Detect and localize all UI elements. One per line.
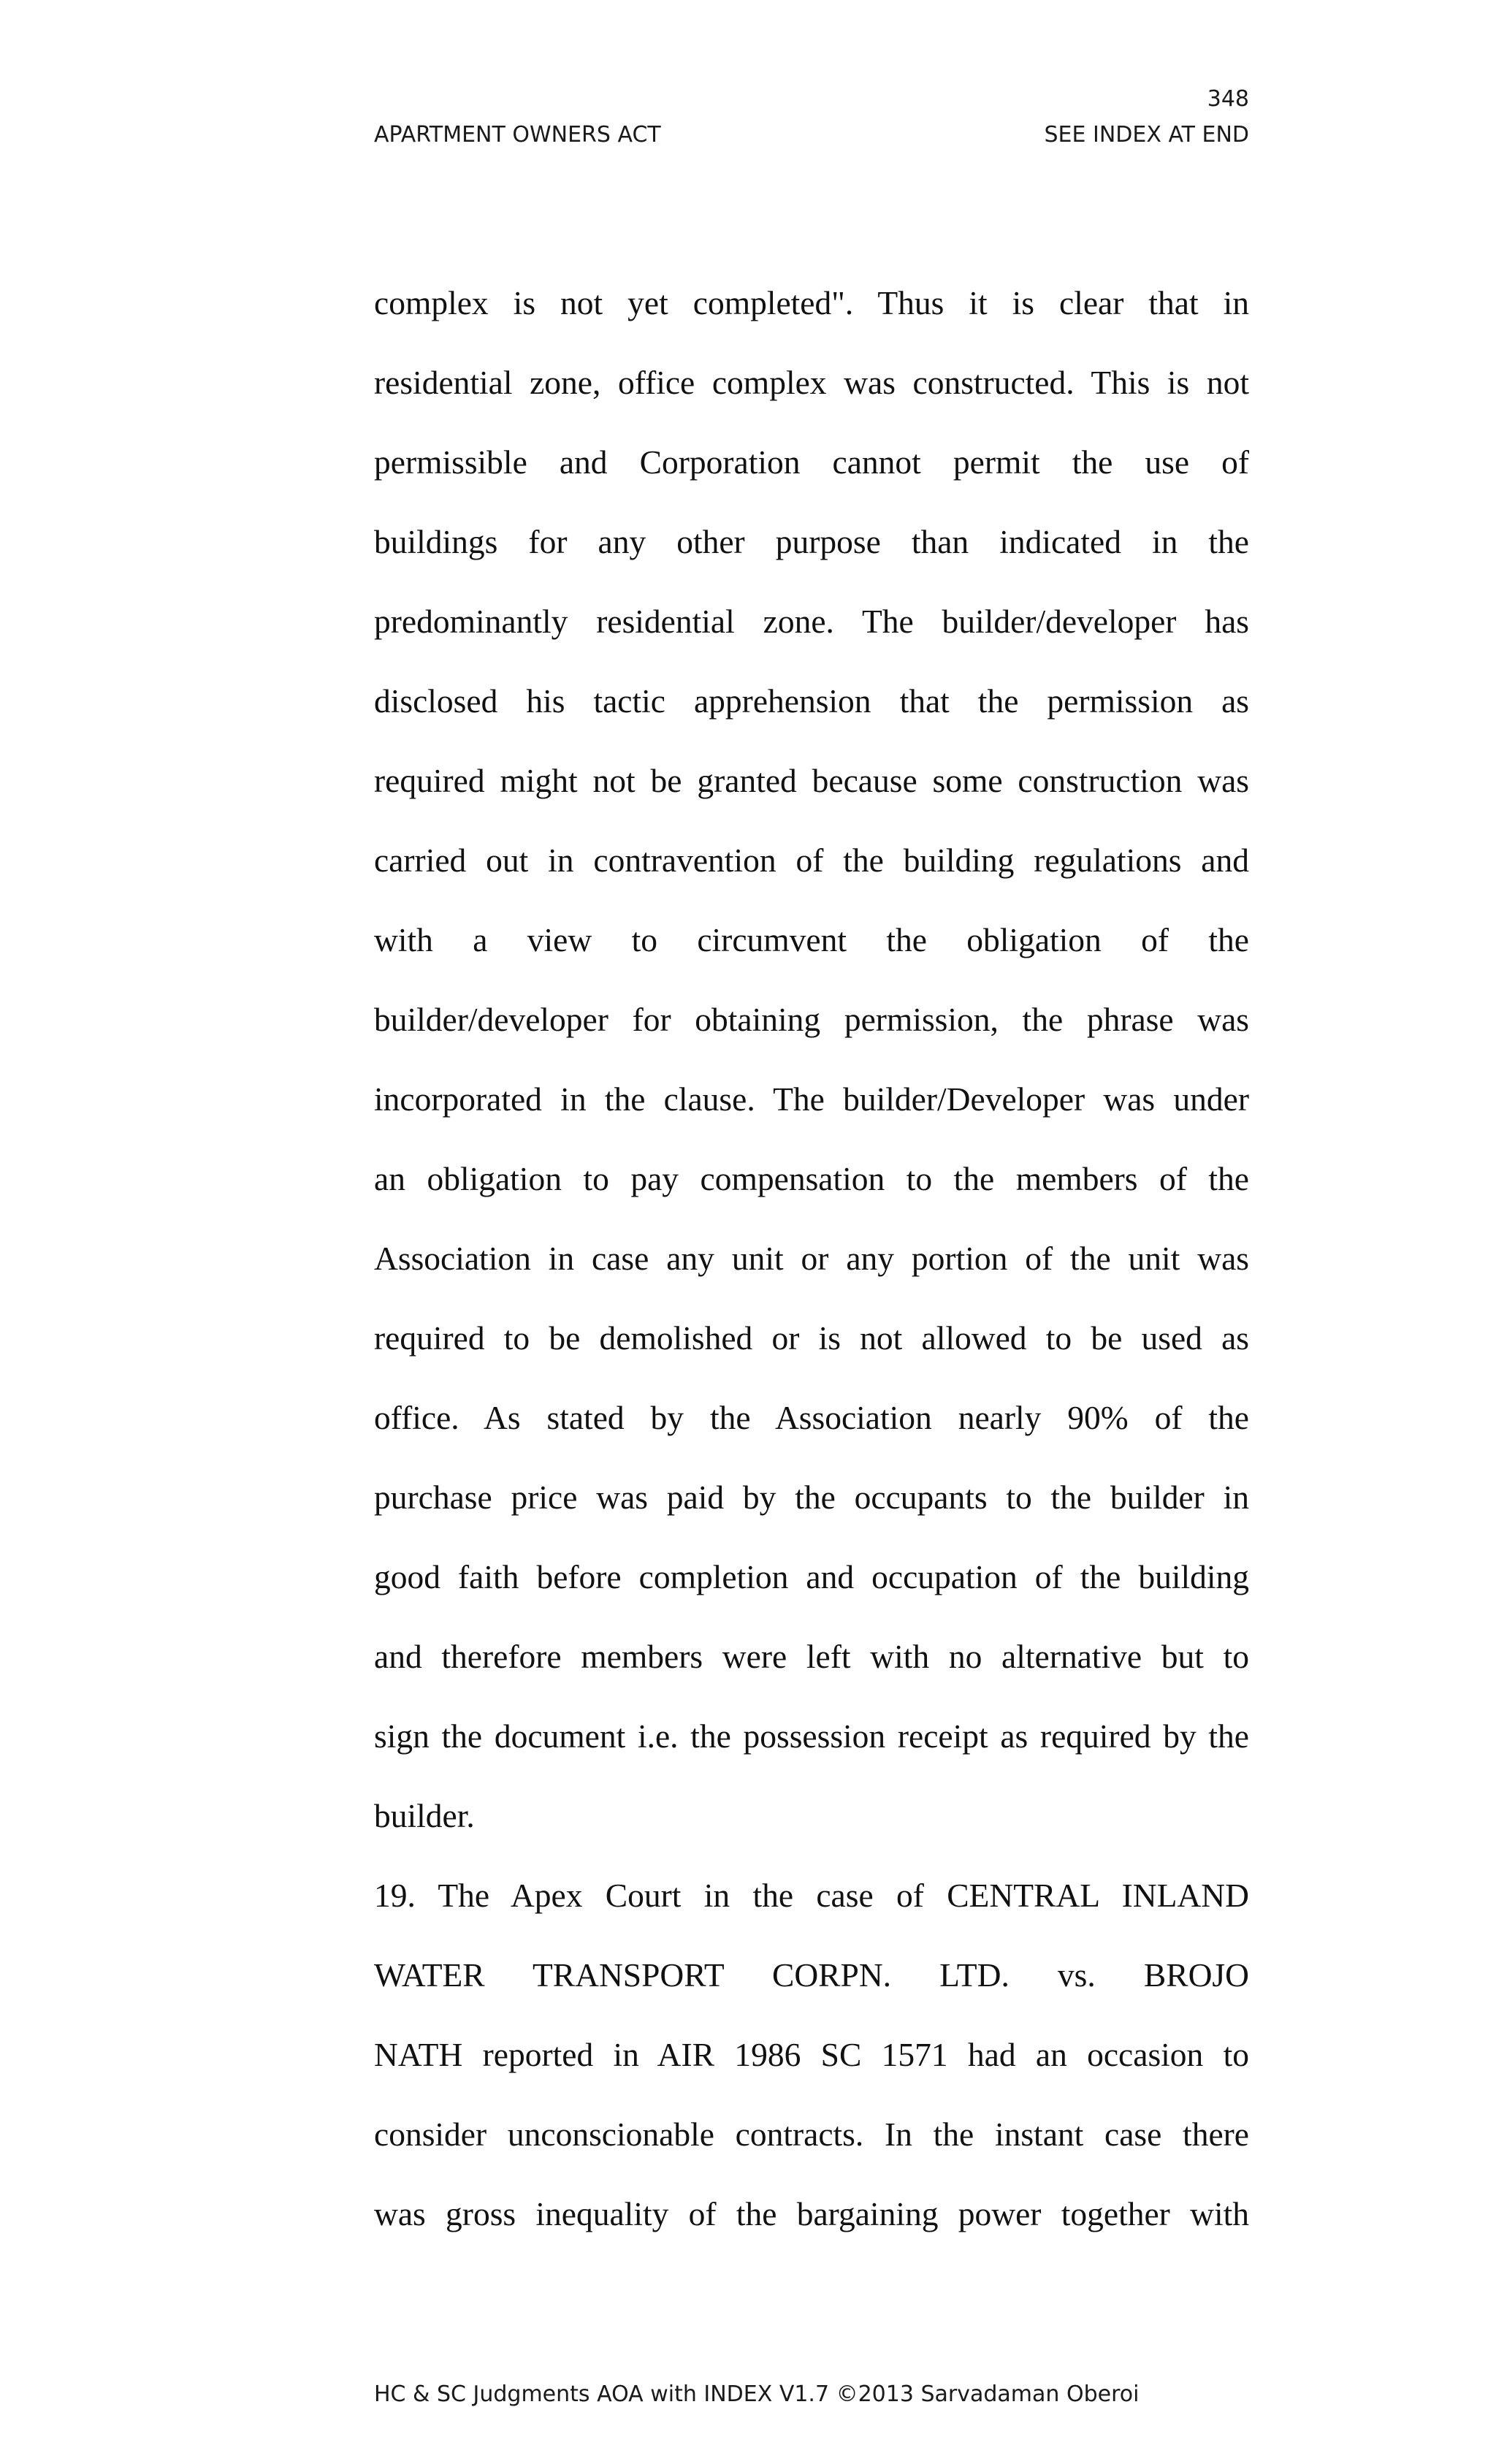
body-line: builder/developer for obtaining permission, the phrase was (374, 1001, 1249, 1038)
body-line: permissible and Corporation cannot permit the use of (374, 443, 1249, 481)
body-line: and therefore members were left with no alternative but to (374, 1638, 1249, 1675)
body-line: disclosed his tactic apprehension that the permission as (374, 682, 1249, 720)
running-header-right: SEE INDEX AT END (1044, 122, 1249, 148)
body-line: buildings for any other purpose than indicated in the (374, 523, 1249, 560)
page-number: 348 (1207, 86, 1249, 112)
body-line: carried out in contravention of the building regulations and (374, 842, 1249, 879)
body-line: builder. (374, 1797, 475, 1834)
body-line: required might not be granted because some construction was (374, 762, 1249, 799)
body-line: with a view to circumvent the obligation of the (374, 921, 1249, 958)
body-line: required to be demolished or is not allowed to be used as (374, 1319, 1249, 1357)
body-line: purchase price was paid by the occupants to the builder in (374, 1479, 1249, 1516)
running-header-left: APARTMENT OWNERS ACT (374, 122, 661, 148)
body-line: an obligation to pay compensation to the members of the (374, 1160, 1249, 1197)
body-line: predominantly residential zone. The builder/developer has (374, 603, 1249, 640)
body-line: office. As stated by the Association nearly 90% of the (374, 1399, 1249, 1436)
body-line: 19. The Apex Court in the case of CENTRAL INLAND (374, 1877, 1249, 1914)
body-line: consider unconscionable contracts. In the instant case there (374, 2116, 1249, 2153)
footer: HC & SC Judgments AOA with INDEX V1.7 ©2013 Sarvadaman Oberoi (374, 2381, 1140, 2407)
body-line: incorporated in the clause. The builder/Developer was under (374, 1080, 1249, 1118)
body-line: residential zone, office complex was constructed. This is not (374, 364, 1249, 401)
body-line: good faith before completion and occupation of the building (374, 1558, 1249, 1595)
body-line: complex is not yet completed". Thus it is clear that in (374, 284, 1249, 321)
body-text (374, 263, 1249, 2254)
body-line: was gross inequality of the bargaining power together with (374, 2195, 1249, 2232)
body-line: Association in case any unit or any portion of the unit was (374, 1240, 1249, 1277)
body-line: WATER TRANSPORT CORPN. LTD. vs. BROJO (374, 1956, 1249, 1994)
body-line: NATH reported in AIR 1986 SC 1571 had an occasion to (374, 2036, 1249, 2073)
body-line: sign the document i.e. the possession receipt as required by the (374, 1717, 1249, 1755)
